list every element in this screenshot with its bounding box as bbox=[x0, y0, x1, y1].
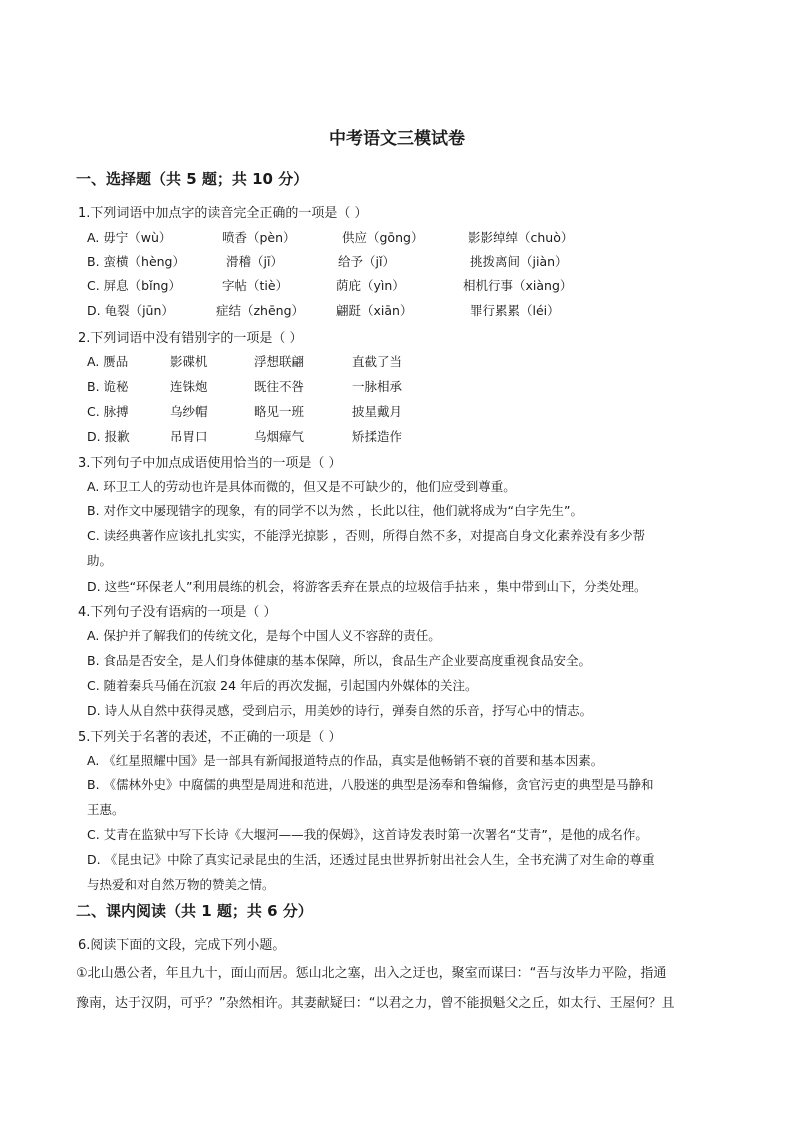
q2-option-d-3: 乌烟瘴气 bbox=[254, 429, 305, 444]
q5-option-c: C. 艾青在监狱中写下长诗《大堰河——我的保姆》，这首诗发表时第一次署名“艾青”，是他的成名作。 bbox=[87, 827, 648, 842]
q1-option-b-4: 挑拨离间（jiàn） bbox=[470, 254, 568, 269]
question-1-stem: 1.下列词语中加点字的读音完全正确的一项是（ ） bbox=[78, 206, 368, 221]
question-6-stem: 6.阅读下面的文段，完成下列小题。 bbox=[78, 938, 286, 953]
q1-option-a-1: A. 毋宁（wù） bbox=[87, 230, 172, 245]
q2-option-b-3: 既往不咎 bbox=[254, 379, 305, 394]
question-5-stem: 5.下列关于名著的表述，不正确的一项是（ ） bbox=[78, 730, 342, 745]
q2-option-a-3: 浮想联翩 bbox=[254, 354, 305, 369]
q5-option-d-line1: D. 《昆虫记》中除了真实记录昆虫的生活，还透过昆虫世界折射出社会人生，全书充满了对生命的尊重 bbox=[87, 852, 655, 867]
q2-option-a-2: 影碟机 bbox=[170, 354, 208, 369]
q1-option-a-2: 喷香（pèn） bbox=[222, 230, 296, 245]
section-heading-choice: 一、选择题（共 5 题；共 10 分） bbox=[76, 170, 309, 188]
q5-option-a: A. 《红星照耀中国》是一部具有新闻报道特点的作品，真实是他畅销不衰的首要和基本因素。 bbox=[87, 753, 604, 768]
q1-option-b-2: 滑稽（jī） bbox=[226, 254, 283, 269]
q2-option-c-3: 略见一班 bbox=[254, 404, 305, 419]
q1-option-c-2: 字帖（tiè） bbox=[222, 278, 289, 293]
section-heading-reading: 二、课内阅读（共 1 题；共 6 分） bbox=[76, 902, 313, 920]
q2-option-c-1: C. 脉搏 bbox=[87, 404, 129, 419]
q1-option-c-3: 荫庇（yìn） bbox=[336, 278, 405, 293]
q2-option-d-4: 矫揉造作 bbox=[352, 429, 403, 444]
q1-option-b-1: B. 蛮横（hèng） bbox=[87, 254, 185, 269]
q2-option-d-1: D. 报歉 bbox=[87, 429, 130, 444]
q5-option-b-line2: 王惠。 bbox=[87, 802, 125, 817]
q1-option-c-4: 相机行事（xiàng） bbox=[463, 278, 573, 293]
q2-option-b-2: 连铢炮 bbox=[170, 379, 208, 394]
q3-option-c-line2: 助。 bbox=[87, 553, 113, 568]
q5-option-d-line2: 与热爱和对自然万物的赞美之情。 bbox=[87, 877, 275, 892]
q1-option-d-2: 症结（zhēng） bbox=[216, 303, 305, 318]
page-title: 中考语文三模试卷 bbox=[329, 129, 465, 149]
q1-option-a-4: 影影绰绰（chuò） bbox=[468, 230, 574, 245]
q2-option-d-2: 吊胃口 bbox=[170, 429, 208, 444]
q1-option-b-3: 给予（jǐ） bbox=[338, 254, 395, 269]
q1-option-d-4: 罪行累累（léi） bbox=[470, 303, 560, 318]
q3-option-a: A. 环卫工人的劳动也许是具体而微的，但又是不可缺少的，他们应受到尊重。 bbox=[87, 479, 516, 494]
q1-option-d-1: D. 龟裂（jūn） bbox=[87, 303, 174, 318]
question-3-stem: 3.下列句子中加点成语使用恰当的一项是（ ） bbox=[78, 456, 342, 471]
q2-option-a-1: A. 赝品 bbox=[87, 354, 129, 369]
q2-option-a-4: 直截了当 bbox=[352, 354, 403, 369]
q4-option-a: A. 保护并了解我们的传统文化，是每个中国人义不容辞的责任。 bbox=[87, 628, 441, 643]
q1-option-c-1: C. 屏息（bǐng） bbox=[87, 278, 181, 293]
q3-option-b: B. 对作文中屡现错字的现象，有的同学不以为然 ，长此以往，他们就将成为“白字先生”。 bbox=[87, 503, 583, 518]
q2-option-b-1: B. 诡秘 bbox=[87, 379, 129, 394]
q5-option-b-line1: B. 《儒林外史》中腐儒的典型是周进和范进，八股迷的典型是汤奉和鲁编修，贪官污吏的典型是马静和 bbox=[87, 777, 654, 792]
q1-option-d-3: 翩跹（xiān） bbox=[336, 303, 413, 318]
q2-option-c-4: 披星戴月 bbox=[352, 404, 403, 419]
q2-option-c-2: 乌纱帽 bbox=[170, 404, 208, 419]
q6-passage-line1: ①北山愚公者，年且九十，面山而居。惩山北之塞，出入之迂也，聚室而谋曰：“吾与汝毕力平险，指通 bbox=[76, 966, 667, 981]
question-2-stem: 2.下列词语中没有错别字的一项是（ ） bbox=[78, 331, 303, 346]
q3-option-d: D. 这些“环保老人”利用晨练的机会，将游客丢弃在景点的垃圾信手拈来 ，集中带到山下，分类处理。 bbox=[87, 579, 647, 594]
q4-option-c: C. 随着秦兵马俑在沉寂 24 年后的再次发掘，引起国内外媒体的关注。 bbox=[87, 678, 478, 693]
question-4-stem: 4.下列句子没有语病的一项是（ ） bbox=[78, 605, 277, 620]
q2-option-b-4: 一脉相承 bbox=[352, 379, 403, 394]
q1-option-a-3: 供应（gōng） bbox=[342, 230, 424, 245]
q4-option-b: B. 食品是否安全，是人们身体健康的基本保障，所以，食品生产企业要高度重视食品安全。 bbox=[87, 653, 592, 668]
q3-option-c-line1: C. 读经典著作应该扎扎实实，不能浮光掠影 ，否则，所得自然不多，对提高自身文化素养没有多少帮 bbox=[87, 528, 646, 543]
q6-passage-line2: 豫南，达于汉阴，可乎？”杂然相许。其妻献疑曰：“以君之力，曾不能损魁父之丘，如太行、王屋何？且 bbox=[76, 996, 675, 1011]
q4-option-d: D. 诗人从自然中获得灵感，受到启示，用美妙的诗行，弹奏自然的乐音，抒写心中的情志。 bbox=[87, 703, 593, 718]
